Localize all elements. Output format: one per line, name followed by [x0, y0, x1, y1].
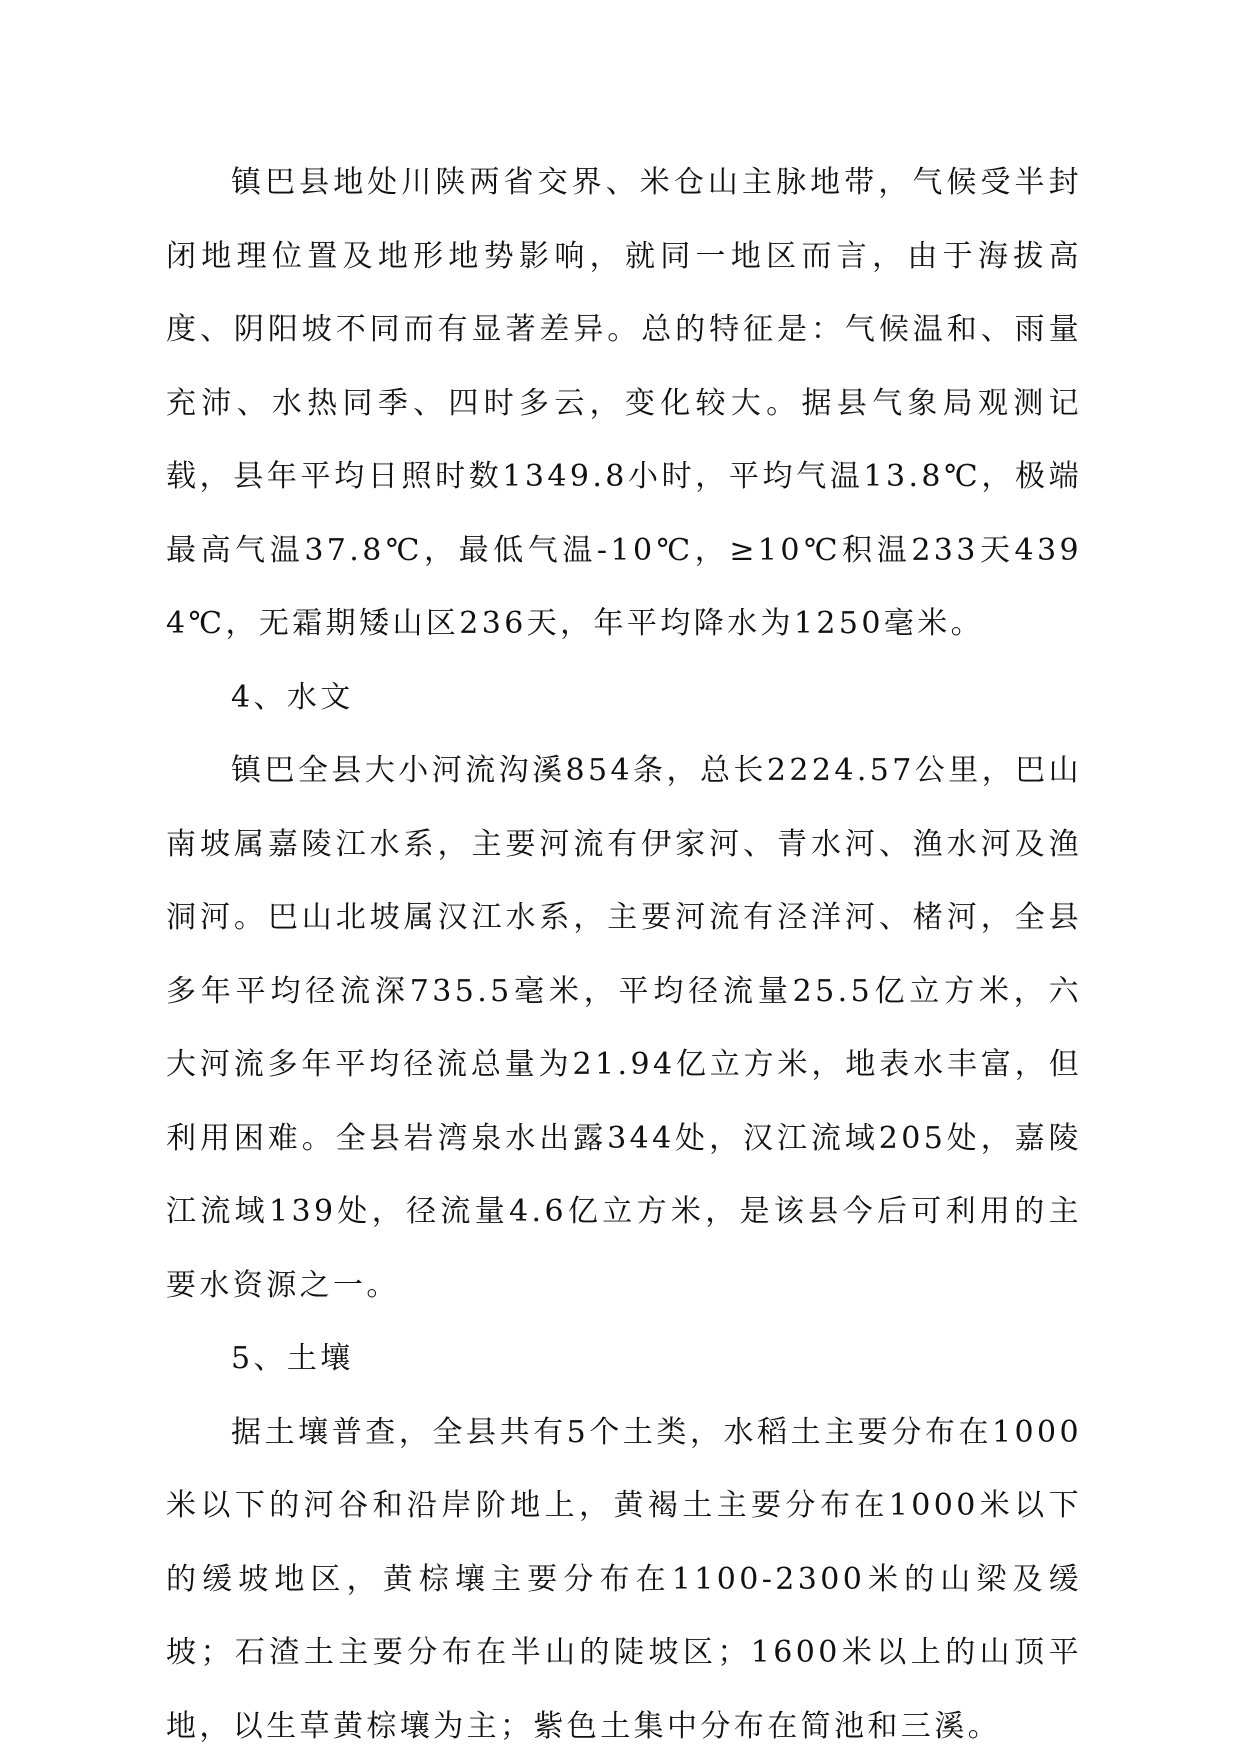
- paragraph-soil: 据土壤普查，全县共有5个土类，水稻土主要分布在1000米以下的河谷和沿岸阶地上，黄褐土主要分布在1000米以下的缓坡地区，黄棕壤主要分布在1100-2300米的山梁及缓坡；石渣土主要分布在半山的陡坡区；1600米以上的山顶平地，以生草黄棕壤为主；紫色土集中分布在简池和三溪。: [166, 1396, 1082, 1763]
- heading-soil: 5、土壤: [166, 1322, 1082, 1396]
- paragraph-climate: 镇巴县地处川陕两省交界、米仓山主脉地带，气候受半封闭地理位置及地形地势影响，就同一地区而言，由于海拔高度、阴阳坡不同而有显著差异。总的特征是：气候温和、雨量充沛、水热同季、四时多云，变化较大。据县气象局观测记载，县年平均日照时数1349.8小时，平均气温13.8℃，极端最高气温37.8℃，最低气温-10℃，≥10℃积温233天4394℃，无霜期矮山区236天，年平均降水为1250毫米。: [166, 146, 1082, 661]
- paragraph-hydrology: 镇巴全县大小河流沟溪854条，总长2224.57公里，巴山南坡属嘉陵江水系，主要河流有伊家河、青水河、渔水河及渔洞河。巴山北坡属汉江水系，主要河流有泾洋河、楮河，全县多年平均径流深735.5毫米，平均径流量25.5亿立方米，六大河流多年平均径流总量为21.94亿立方米，地表水丰富，但利用困难。全县岩湾泉水出露344处，汉江流域205处，嘉陵江流域139处，径流量4.6亿立方米，是该县今后可利用的主要水资源之一。: [166, 734, 1082, 1322]
- document-body: [166, 146, 1082, 1763]
- heading-hydrology: 4、水文: [166, 661, 1082, 735]
